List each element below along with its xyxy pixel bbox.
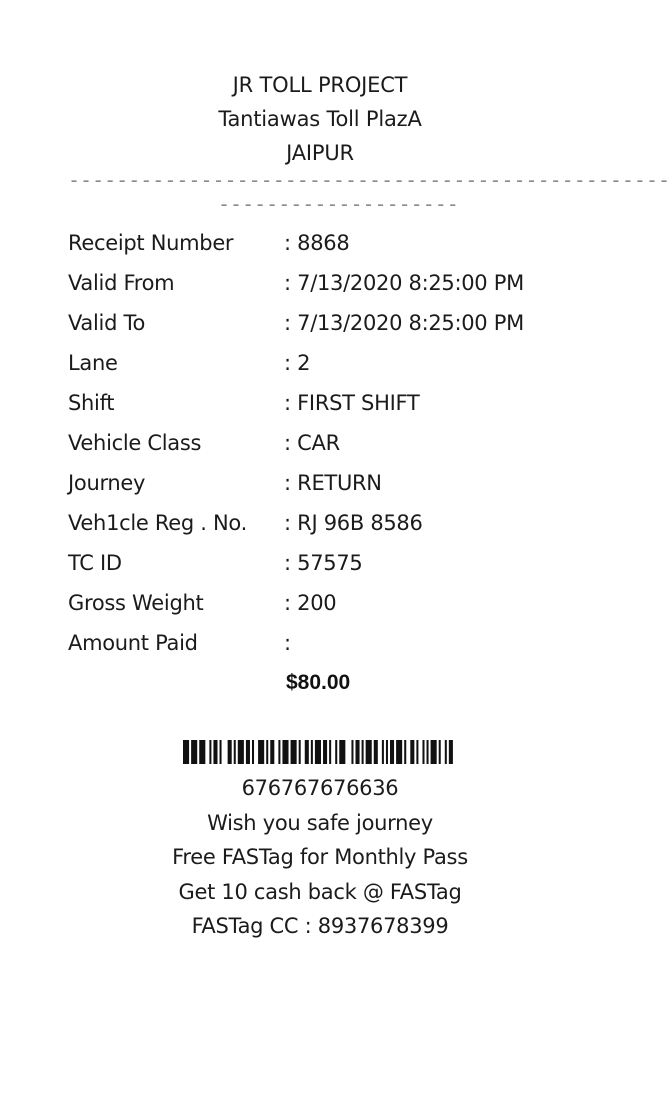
field-row-vehicle-class [68,426,588,466]
field-label: Valid From [68,271,175,295]
receipt-footer [0,771,640,944]
field-label: Lane [68,351,118,375]
barcode-number: 676767676636 [241,776,399,800]
field-label: TC ID [68,551,122,575]
field-label: Journey [68,471,146,495]
company-name: JR TOLL PROJECT [232,73,408,97]
field-value: : 7/13/2020 8:25:00 PM [284,311,524,335]
field-row-amount-paid [68,626,588,666]
field-label: Receipt Number [68,231,234,255]
amount-paid-value: $80.00 [286,671,351,694]
footer-cashback-offer: Get 10 cash back @ FASTag [178,879,462,904]
field-value: : FIRST SHIFT [284,391,420,415]
field-row-receipt-number [68,226,588,266]
receipt-details [68,226,588,666]
field-value: : 57575 [284,551,363,575]
field-value: : 8868 [284,231,350,255]
toll-plaza-name: Tantiawas Toll PlazA [218,107,422,131]
field-value: : 200 [284,591,337,615]
field-value: : RETURN [284,471,382,495]
field-value: : RJ 96B 8586 [284,511,423,535]
field-row-valid-to [68,306,588,346]
footer-greeting: Wish you safe journey [207,810,433,835]
field-value: : [284,631,291,655]
field-row-lane [68,346,588,386]
dashed-separator-continued: -------------------- [218,192,459,216]
field-row-tc-id [68,546,588,586]
footer-fastag-offer: Free FASTag for Monthly Pass [172,845,468,869]
field-label: Veh1cle Reg . No. [68,511,247,535]
dashed-separator: -------------------------------------------------- [68,168,670,192]
field-row-valid-from [68,266,588,306]
field-label: Shift [68,391,115,415]
receipt-header [0,68,640,170]
field-row-gross-weight [68,586,588,626]
field-row-journey [68,466,588,506]
field-label: Gross Weight [68,591,204,615]
field-value: : 2 [284,351,311,375]
field-label: Valid To [68,311,145,335]
field-row-shift [68,386,588,426]
city-name: JAIPUR [286,141,354,165]
field-value: : 7/13/2020 8:25:00 PM [284,271,524,295]
footer-fastag-contact: FASTag CC : 8937678399 [191,914,449,938]
barcode-icon [183,740,459,764]
field-value: : CAR [284,431,340,455]
field-label: Amount Paid [68,631,198,655]
field-label: Vehicle Class [68,431,202,455]
field-row-vehicle-reg-no [68,506,588,546]
